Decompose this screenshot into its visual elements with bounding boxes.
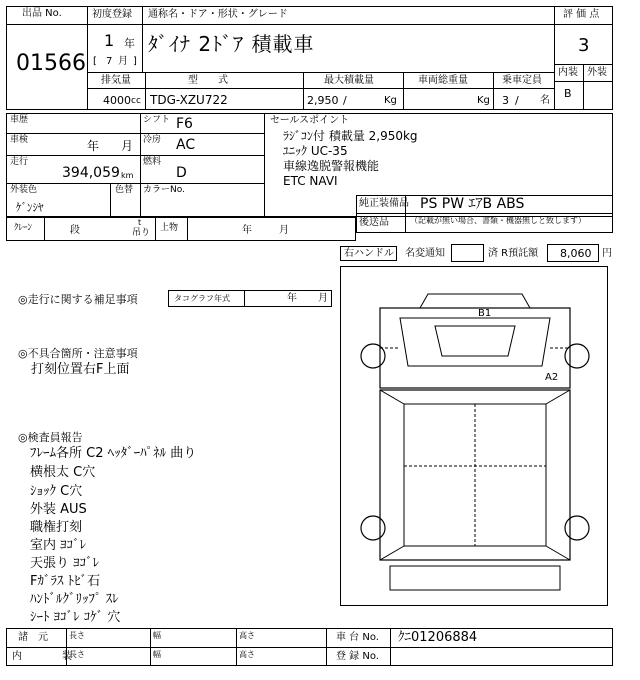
sales-point-line: ﾕﾆｯｸ UC-35 <box>283 144 348 158</box>
mark-b1: B1 <box>478 308 492 319</box>
running-label: ◎走行に関する補足事項 <box>18 293 138 306</box>
length-label: 長さ <box>69 650 85 659</box>
vehicle-name: ﾀﾞｲﾅ 2ﾄﾞｱ 積載車 <box>148 32 315 56</box>
gross-weight-label: 車両総重量 <box>418 75 468 86</box>
lot-no: 01566 <box>16 51 86 76</box>
max-load-slash: / <box>343 94 347 107</box>
inspector-line: ﾌﾚｰﾑ各所 C2 ﾍｯﾀﾞｰﾊﾟﾈﾙ 曲り <box>30 446 197 461</box>
height-label: 高さ <box>239 631 255 640</box>
chassis-no: ｸﾆ01206884 <box>398 630 478 645</box>
divider <box>493 72 494 110</box>
divider <box>6 647 613 648</box>
inspector-line: 外装 AUS <box>30 502 87 517</box>
displacement-unit: cc <box>131 96 141 106</box>
vehicle-damage-diagram <box>340 266 608 606</box>
inspector-line: ﾊﾝﾄﾞﾙｸﾞﾘｯﾌﾟ ｽﾚ <box>30 592 119 607</box>
capacity-slash: / <box>515 94 519 107</box>
ascend-label: 上物 <box>160 223 179 233</box>
divider <box>244 290 245 307</box>
capacity-label: 乗車定員 <box>502 75 542 86</box>
reg-month-unit: 月 <box>118 56 128 67</box>
divider <box>6 155 264 156</box>
rating-label: 評 価 点 <box>563 9 600 20</box>
shift-label: シフト <box>143 115 171 125</box>
tacho-month-unit: 月 <box>318 293 328 304</box>
mark-a2: A2 <box>545 372 559 383</box>
length-label: 長さ <box>69 631 85 640</box>
inspector-line: 室内 ﾖｺﾞﾚ <box>30 538 87 553</box>
mileage-value: 394,059 <box>62 165 120 181</box>
max-load-value: 2,950 <box>307 94 339 107</box>
divider <box>356 213 613 214</box>
displacement-label: 排気量 <box>101 75 131 86</box>
defects-text: 打刻位置右F上面 <box>31 362 130 377</box>
max-load-label: 最大積載量 <box>324 75 374 86</box>
divider <box>6 24 88 25</box>
divider <box>554 24 613 25</box>
sales-point-line: 車線逸脱警報機能 <box>283 159 380 173</box>
shift-value: F6 <box>176 116 193 132</box>
inspection-year-unit: 年 <box>87 139 100 153</box>
history-label: 車歴 <box>10 115 29 125</box>
divider <box>110 183 111 217</box>
divider <box>583 64 584 110</box>
first-reg-label: 初度登録 <box>92 9 132 20</box>
ascend-month-unit: 月 <box>279 225 289 236</box>
interior-grade-label: 内装 <box>558 67 578 78</box>
divider <box>236 628 237 666</box>
crane-label: ｸﾚｰﾝ <box>14 223 33 233</box>
divider <box>326 628 327 666</box>
divider <box>87 72 554 73</box>
inspection-label: 車検 <box>10 135 29 145</box>
capacity-unit: 名 <box>540 95 550 106</box>
exterior-grade-label: 外装 <box>587 67 607 78</box>
sales-point-line: ETC NAVI <box>283 174 338 188</box>
fuel-value: D <box>176 165 187 181</box>
divider <box>87 88 554 89</box>
color-change-label: 色替 <box>115 185 134 195</box>
sales-points-label: セールスポイント <box>270 115 350 126</box>
ac-label: 冷房 <box>143 135 162 145</box>
divider <box>403 72 404 110</box>
displacement-value: 4000 <box>103 94 131 107</box>
genuine-label: 純正装備品 <box>359 198 409 209</box>
capacity-value: 3 <box>502 94 509 107</box>
max-load-unit: Kg <box>384 95 397 106</box>
reg-year: 1 <box>104 31 115 50</box>
inspection-month-unit: 月 <box>121 139 134 153</box>
divider <box>44 217 45 241</box>
fuel-label: 燃料 <box>143 157 162 167</box>
interior-grade: B <box>564 87 572 100</box>
items-label: 諸 元 <box>18 632 48 643</box>
divider <box>264 113 265 217</box>
crane-ton: t <box>138 218 142 227</box>
divider <box>142 6 143 72</box>
defects-label: ◎不具合箇所・注意事項 <box>18 347 138 360</box>
name-change-label: 名変通知 <box>405 248 445 259</box>
reg-month: 7 <box>106 56 113 67</box>
inspector-line: Fｶﾞﾗｽ ﾄﾋﾞ石 <box>30 574 101 589</box>
recycle-label: 済 R預託額 <box>488 248 539 259</box>
tacho-label: タコグラフ年式 <box>174 294 230 303</box>
divider <box>303 72 304 110</box>
divider <box>6 133 264 134</box>
rating-value: 3 <box>578 35 590 56</box>
recycle-amount: 8,060 <box>560 247 592 260</box>
inspector-line: 天張り ﾖｺﾞﾚ <box>30 556 100 571</box>
inspector-line: ｼｮｯｸ C穴 <box>30 484 83 499</box>
divider <box>87 24 554 25</box>
inspector-line: ｼｰﾄ ﾖｺﾞﾚ ｺｹﾞ 穴 <box>30 610 121 625</box>
ac-value: AC <box>176 137 196 153</box>
inspector-line: 職権打刻 <box>30 520 83 535</box>
divider <box>140 113 141 183</box>
gross-weight-unit: Kg <box>477 95 490 106</box>
crane-block <box>6 217 356 241</box>
width-label: 幅 <box>153 650 161 659</box>
sales-point-line: ﾗｼﾞｺﾝ付 積載量 2,950kg <box>283 129 418 143</box>
model-label: 型 式 <box>188 75 228 86</box>
width-label: 幅 <box>153 631 161 640</box>
reg-no-label: 登 録 No. <box>336 651 379 662</box>
reg-month-close: ] <box>133 56 137 67</box>
name-change-box <box>451 244 484 262</box>
color-no-label: カラーNo. <box>143 185 185 195</box>
divider <box>140 183 141 217</box>
genuine-items: PS PW ｴｱB ABS <box>420 196 525 212</box>
mileage-unit: km <box>121 171 134 180</box>
inspector-label: ◎検査員報告 <box>18 431 83 444</box>
chassis-label: 車 台 No. <box>336 632 379 643</box>
tacho-year-unit: 年 <box>287 293 297 304</box>
crane-stage: 段 <box>70 225 80 236</box>
ext-color-value: ｹﾞﾝｼﾔ <box>16 201 44 214</box>
divider <box>390 628 391 666</box>
mileage-label: 走行 <box>10 157 29 167</box>
ext-color-label: 外装色 <box>10 185 38 195</box>
divider <box>150 628 151 666</box>
model-value: TDG-XZU722 <box>150 93 228 107</box>
divider <box>87 6 88 110</box>
divider <box>145 72 146 110</box>
divider <box>155 217 156 241</box>
inspector-line: 横根太 C穴 <box>30 465 96 480</box>
post-label: 後送品 <box>359 217 389 228</box>
height-label: 高さ <box>239 650 255 659</box>
divider <box>6 183 264 184</box>
divider <box>554 6 555 110</box>
reg-month-open: [ <box>93 56 97 67</box>
post-note: （記載が無い場合、書類・機器無しと致します） <box>410 216 586 225</box>
right-hand-label: 右ハンドル <box>344 248 394 259</box>
divider <box>187 217 188 241</box>
ascend-year-unit: 年 <box>242 225 252 236</box>
crane-lift: 吊り <box>132 228 151 238</box>
reg-year-unit: 年 <box>124 37 135 50</box>
model-grade-label: 通称名・ドア・形状・グレード <box>148 9 288 20</box>
yen-label: 円 <box>602 248 612 259</box>
lot-no-label: 出品 No. <box>22 8 62 19</box>
interior-footer-label: 内 装 <box>12 651 72 662</box>
